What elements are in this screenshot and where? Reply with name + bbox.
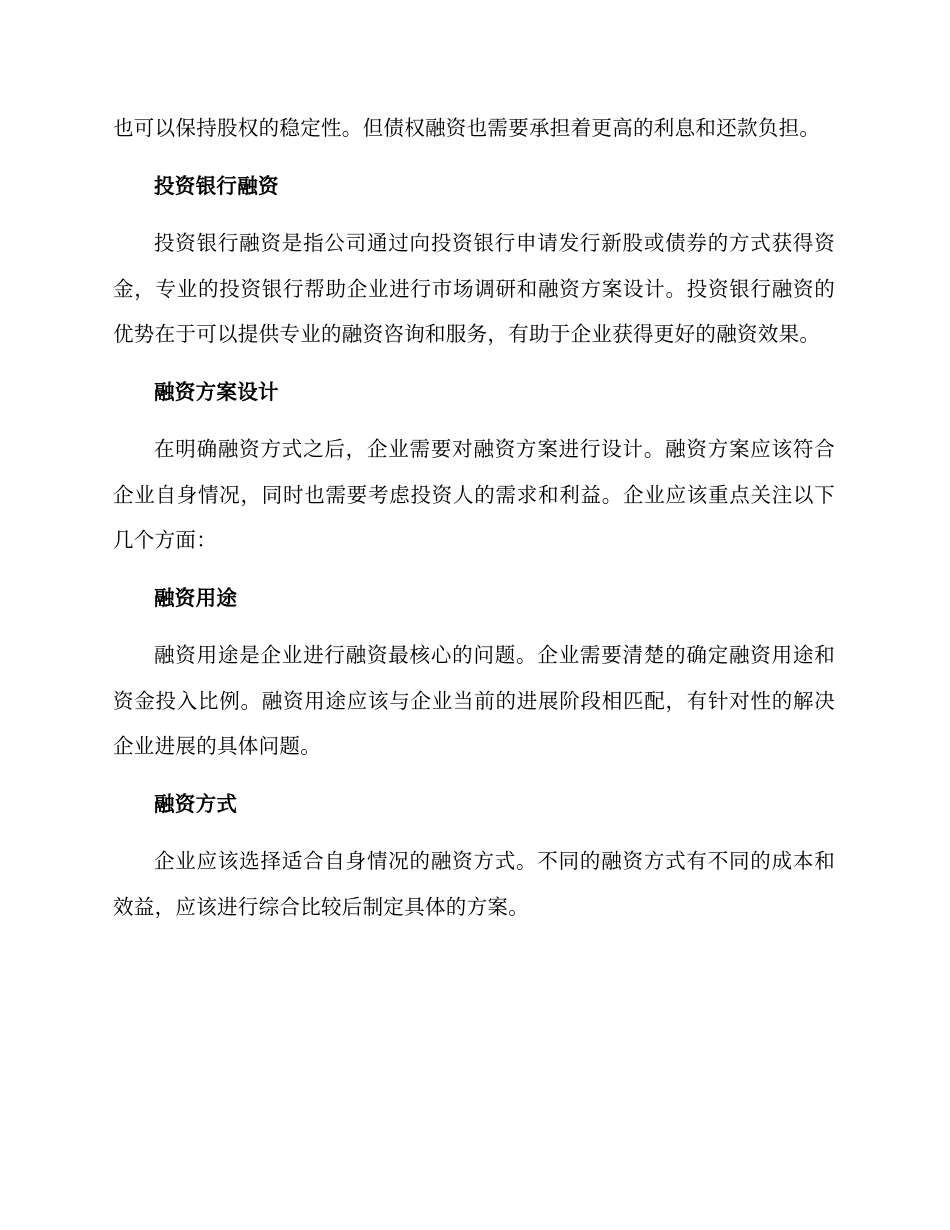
section-heading-investment-bank-financing: 投资银行融资 — [154, 173, 279, 198]
section-body-financing-plan-design: 在明确融资方式之后，企业需要对融资方案进行设计。融资方案应该符合企业自身情况，同时也需要考虑投资人的需求和利益。企业应该重点关注以下几个方面： — [113, 437, 835, 552]
intro-continuation-paragraph: 也可以保持股权的稳定性。但债权融资也需要承担着更高的利息和还款负担。 — [113, 116, 821, 140]
document-page — [113, 106, 835, 930]
section-heading-financing-plan-design: 融资方案设计 — [154, 379, 279, 404]
section-body-financing-purpose: 融资用途是企业进行融资最核心的问题。企业需要清楚的确定融资用途和资金投入比例。融资用途应该与企业当前的进展阶段相匹配，有针对性的解决企业进展的具体问题。 — [113, 643, 835, 758]
section-heading-financing-method: 融资方式 — [154, 791, 238, 816]
section-body-investment-bank-financing: 投资银行融资是指公司通过向投资银行申请发行新股或债券的方式获得资金，专业的投资银行帮助企业进行市场调研和融资方案设计。投资银行融资的优势在于可以提供专业的融资咨询和服务，有助于企业获得更好的融资效果。 — [113, 231, 835, 346]
section-body-financing-method: 企业应该选择适合自身情况的融资方式。不同的融资方式有不同的成本和效益，应该进行综合比较后制定具体的方案。 — [113, 849, 835, 919]
section-heading-financing-purpose: 融资用途 — [154, 585, 238, 610]
